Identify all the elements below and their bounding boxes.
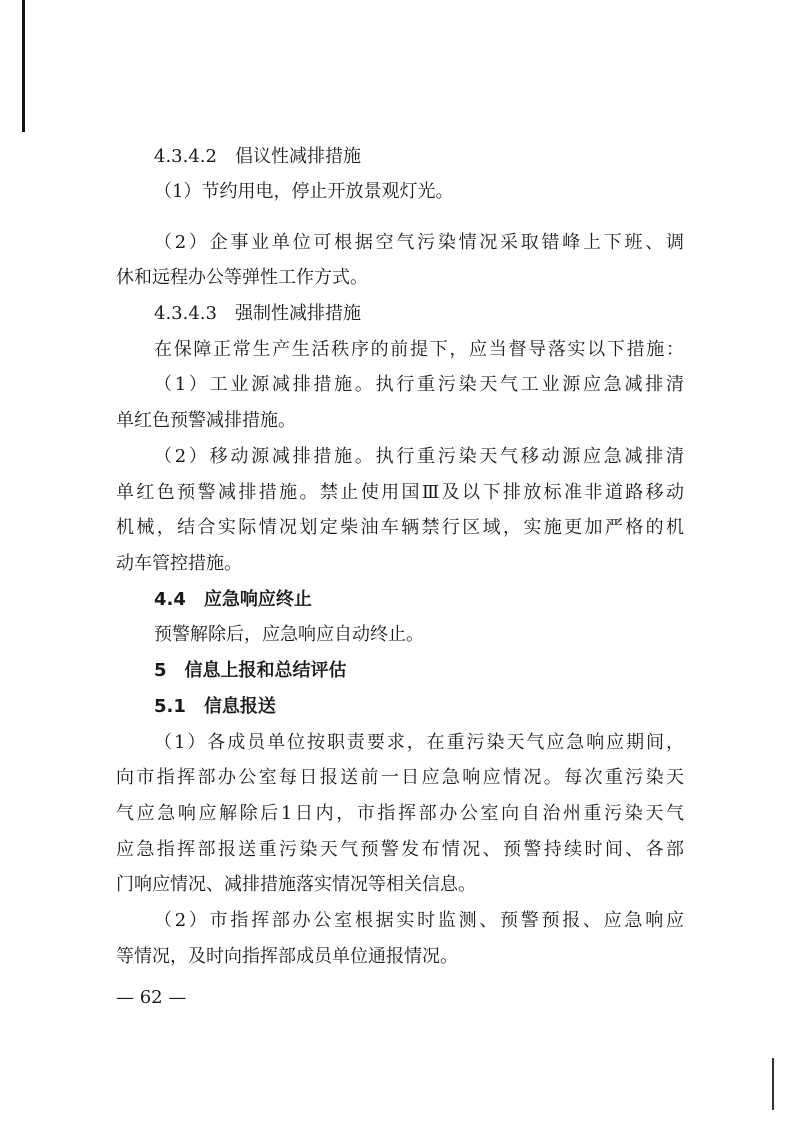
heading-4-3-4-3: 4.3.4.3 强制性减排措施 <box>154 303 361 324</box>
scan-edge-right <box>772 1058 774 1110</box>
paragraph-line: （2）移动源减排措施。执行重污染天气移动源应急减排清 <box>154 446 684 467</box>
paragraph-line: （1）节约用电，停止开放景观灯光。 <box>154 181 454 202</box>
paragraph-line: 机械，结合实际情况划定柴油车辆禁行区域，实施更加严格的机 <box>116 517 684 538</box>
paragraph-line: 预警解除后，应急响应自动终止。 <box>154 624 424 645</box>
heading-5-1: 5.1 信息报送 <box>154 696 276 717</box>
paragraph-line: 单红色预警减排措施。 <box>116 410 296 431</box>
page-number: — 62 — <box>116 987 187 1008</box>
paragraph-line: 门响应情况、减排措施落实情况等相关信息。 <box>116 874 476 895</box>
heading-4-3-4-2: 4.3.4.2 倡议性减排措施 <box>154 146 361 167</box>
paragraph-line: 休和远程办公等弹性工作方式。 <box>116 267 368 288</box>
heading-4-4: 4.4 应急响应终止 <box>154 589 312 610</box>
paragraph-line: 气应急响应解除后1日内，市指挥部办公室向自治州重污染天气 <box>116 803 684 824</box>
paragraph-line: 动车管控措施。 <box>116 553 242 574</box>
paragraph-line: （1）工业源减排措施。执行重污染天气工业源应急减排清 <box>154 374 684 395</box>
scan-edge-left <box>22 0 25 132</box>
paragraph-line: （2）企事业单位可根据空气污染情况采取错峰上下班、调 <box>154 232 684 253</box>
heading-5: 5 信息上报和总结评估 <box>154 660 347 681</box>
paragraph-line: 在保障正常生产生活秩序的前提下，应当督导落实以下措施： <box>154 339 684 360</box>
paragraph-line: 应急指挥部报送重污染天气预警发布情况、预警持续时间、各部 <box>116 839 684 860</box>
paragraph-line: 单红色预警减排措施。禁止使用国Ⅲ及以下排放标准非道路移动 <box>116 482 684 503</box>
paragraph-line: （1）各成员单位按职责要求，在重污染天气应急响应期间， <box>154 732 684 753</box>
paragraph-line: （2）市指挥部办公室根据实时监测、预警预报、应急响应 <box>154 910 684 931</box>
paragraph-line: 向市指挥部办公室每日报送前一日应急响应情况。每次重污染天 <box>116 767 684 788</box>
paragraph-line: 等情况，及时向指挥部成员单位通报情况。 <box>116 946 458 967</box>
